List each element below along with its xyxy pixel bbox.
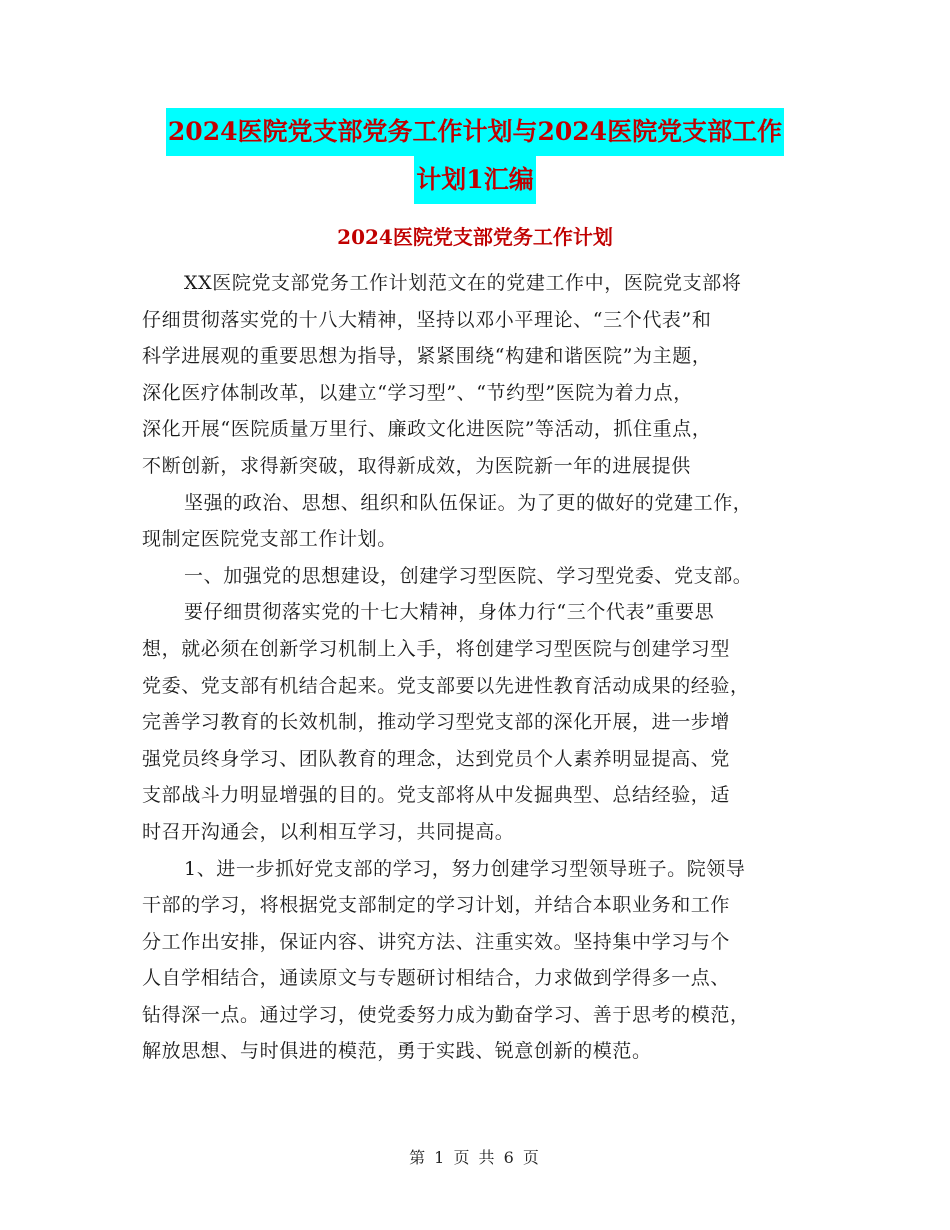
- section-heading: 2024医院党支部党务工作计划: [337, 225, 613, 249]
- text-line: 仔细贯彻落实党的十八大精神，坚持以邓小平理论、“三个代表”和: [142, 308, 712, 331]
- text-line: 干部的学习，将根据党支部制定的学习计划，并结合本职业务和工作: [142, 894, 731, 917]
- text-line: 科学进展观的重要思想为指导，紧紧围绕“构建和谐医院”为主题，: [142, 345, 712, 368]
- page-number-footer: 第 1 页 共 6 页: [409, 1148, 541, 1167]
- text-line: 要仔细贯彻落实党的十七大精神，身体力行“三个代表”重要思: [184, 601, 715, 624]
- text-line: 钻得深一点。通过学习，使党委努力成为勤奋学习、善于思考的模范，: [142, 1003, 750, 1026]
- text-line: 不断创新，求得新突破，取得新成效，为医院新一年的进展提供: [142, 454, 691, 477]
- text-line: 党委、党支部有机结合起来。党支部要以先进性教育活动成果的经验，: [142, 674, 750, 697]
- title-line-1: 2024医院党支部党务工作计划与2024医院党支部工作: [166, 108, 784, 156]
- text-line: 完善学习教育的长效机制，推动学习型党支部的深化开展，进一步增: [142, 711, 731, 734]
- text-line: 坚强的政治、思想、组织和队伍保证。为了更的做好的党建工作，: [184, 491, 753, 514]
- text-line: 1、进一步抓好党支部的学习，努力创建学习型领导班子。院领导: [184, 857, 746, 880]
- text-line: 一、加强党的思想建设，创建学习型医院、学习型党委、党支部。: [184, 564, 753, 587]
- text-line: 强党员终身学习、团队教育的理念，达到党员个人素养明显提高、党: [142, 747, 731, 770]
- text-line: 深化医疗体制改革，以建立“学习型”、“节约型”医院为着力点，: [142, 381, 693, 404]
- text-line: 现制定医院党支部工作计划。: [142, 528, 397, 551]
- text-line: 人自学相结合，通读原文与专题研讨相结合，力求做到学得多一点、: [142, 967, 731, 990]
- text-line: 时召开沟通会，以利相互学习，共同提高。: [142, 820, 515, 843]
- text-line: 想，就必须在创新学习机制上入手，将创建学习型医院与创建学习型: [142, 637, 731, 660]
- text-line: 分工作出安排，保证内容、讲究方法、注重实效。坚持集中学习与个: [142, 930, 731, 953]
- body-text: [142, 265, 812, 1070]
- document-title: [0, 108, 950, 204]
- title-line-2: 计划1汇编: [414, 156, 535, 204]
- text-line: 解放思想、与时俱进的模范，勇于实践、锐意创新的模范。: [142, 1040, 652, 1063]
- text-line: 深化开展“医院质量万里行、廉政文化进医院”等活动，抓住重点，: [142, 418, 712, 441]
- text-line: 支部战斗力明显增强的目的。党支部将从中发掘典型、总结经验，适: [142, 784, 731, 807]
- text-line: XX医院党支部党务工作计划范文在的党建工作中，医院党支部将: [184, 272, 742, 294]
